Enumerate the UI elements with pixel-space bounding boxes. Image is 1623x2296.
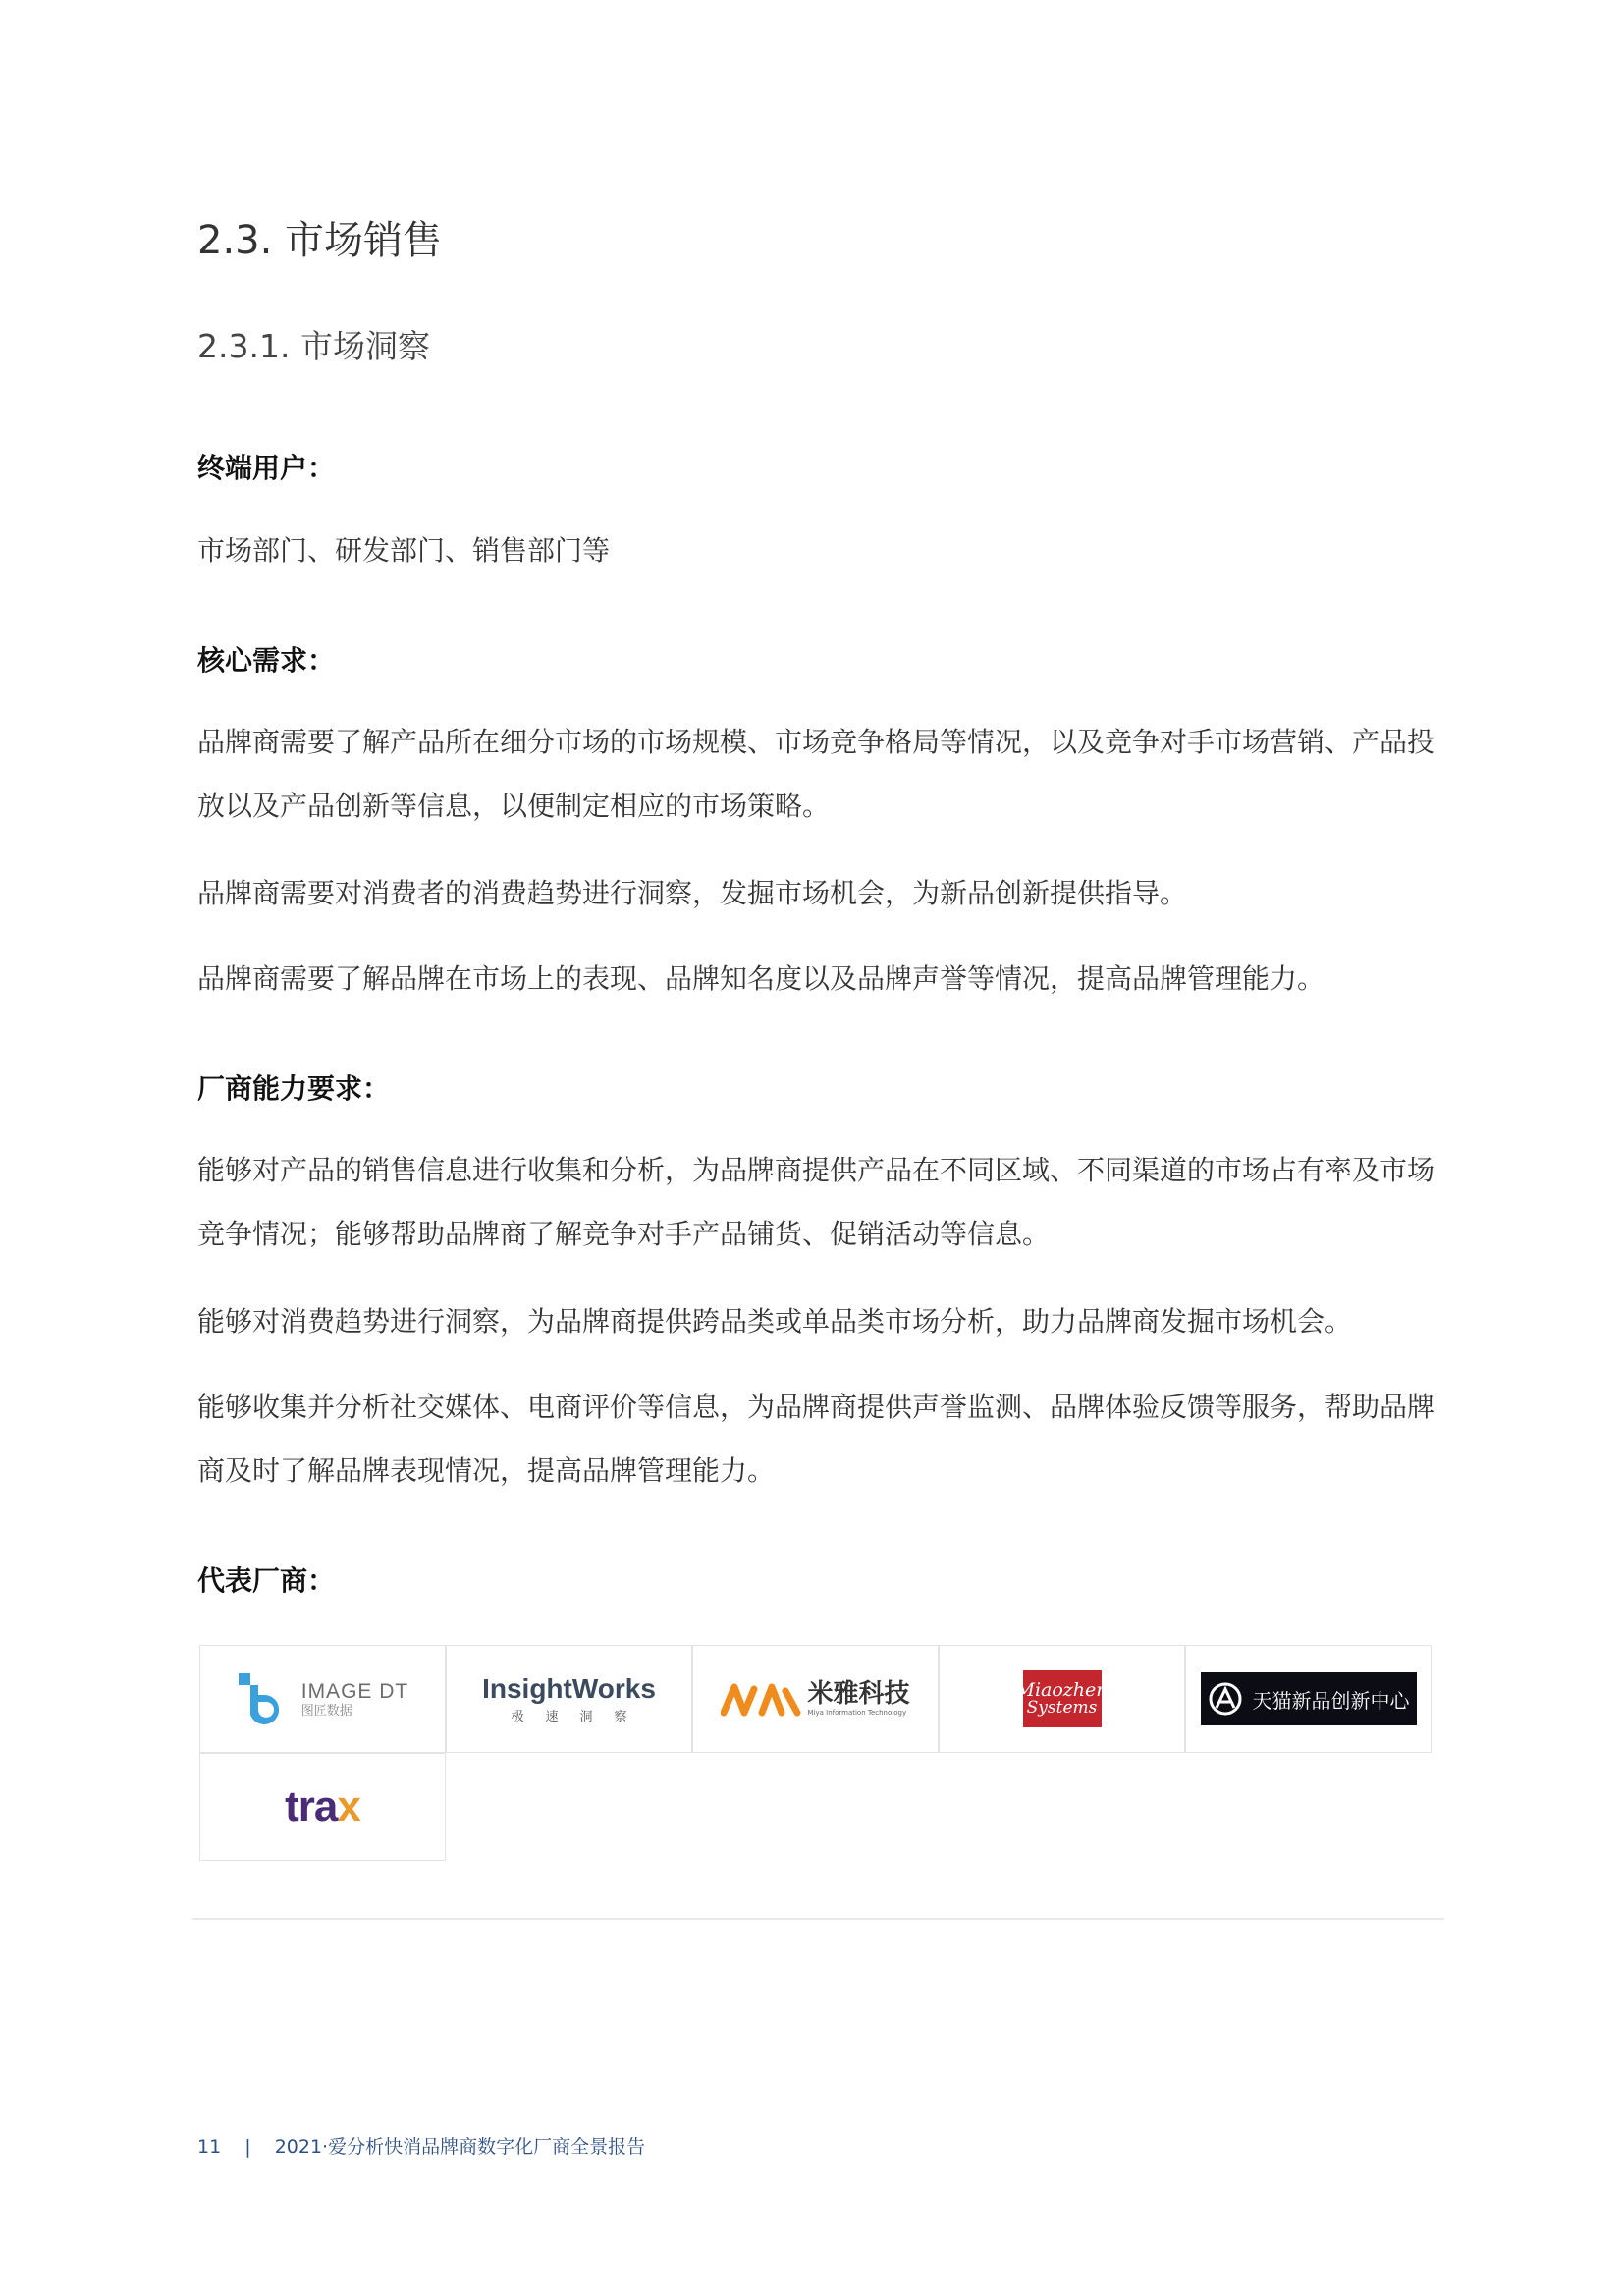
miaozhen-line-1: Miaozhen: [1015, 1679, 1109, 1701]
core-needs-label: 核心需求：: [197, 644, 336, 677]
miya-name: 米雅科技: [807, 1679, 910, 1709]
insightworks-tagline: 极速洞察: [511, 1709, 649, 1724]
core-needs-paragraph-2: 品牌商需要对消费者的消费趋势进行洞察，发掘市场机会，为新品创新提供指导。: [197, 877, 1188, 909]
representative-vendors-label: 代表厂商：: [197, 1564, 336, 1597]
vendor-capability-paragraph-2: 能够对消费趋势进行洞察，为品牌商提供跨品类或单品类市场分析，助力品牌商发掘市场机会。: [197, 1305, 1353, 1338]
miya-english-name: Miya Information Technology: [807, 1709, 907, 1717]
page-footer: [197, 2132, 645, 2159]
tmall-innovation-name: 天猫新品创新中心: [1252, 1688, 1410, 1713]
vendor-cell-trax: [199, 1753, 446, 1861]
vendor-cell-insightworks: [446, 1645, 692, 1753]
insightworks-logo: [482, 1672, 656, 1724]
section-title: 2.3. 市场销售: [197, 218, 443, 263]
miya-logo: [721, 1679, 909, 1719]
miya-mark-icon: [721, 1679, 801, 1719]
vendor-capability-label: 厂商能力要求：: [197, 1072, 391, 1105]
vendor-logo-grid: [199, 1645, 1436, 1863]
imagedt-chinese-name: 图匠数据: [300, 1703, 352, 1719]
vendor-cell-tmall: [1185, 1645, 1432, 1753]
page-number: 11: [197, 2136, 222, 2158]
miaozhen-line-2: Systems: [1026, 1698, 1098, 1718]
vendor-cell-imagedt: [199, 1645, 446, 1753]
vendor-cell-miya: [692, 1645, 939, 1753]
insightworks-name: InsightWorks: [482, 1672, 656, 1704]
report-title: 2021·爱分析快消品牌商数字化厂商全景报告: [274, 2136, 646, 2158]
vendor-capability-paragraph-3: 能够收集并分析社交媒体、电商评价等信息，为品牌商提供声誉监测、品牌体验反馈等服务，帮助品牌商及时了解品牌表现情况，提高品牌管理能力。: [197, 1391, 1435, 1487]
tmall-mark-icon: [1208, 1681, 1243, 1717]
miaozhen-logo: [1015, 1670, 1109, 1727]
core-needs-paragraph-1: 品牌商需要了解产品所在细分市场的市场规模、市场竞争格局等情况，以及竞争对手市场营销、产品投放以及产品创新等信息，以便制定相应的市场策略。: [197, 726, 1435, 822]
tmall-innovation-logo: [1201, 1672, 1417, 1725]
end-users-label: 终端用户：: [197, 452, 336, 484]
end-users-text: 市场部门、研发部门、销售部门等: [197, 534, 611, 567]
imagedt-name: IMAGE DT: [300, 1679, 409, 1703]
trax-name: tra: [285, 1782, 338, 1831]
subsection-title: 2.3.1. 市场洞察: [197, 327, 430, 365]
vendor-capability-paragraph-1: 能够对产品的销售信息进行收集和分析，为品牌商提供产品在不同区域、不同渠道的市场占有率及市场竞争情况；能够帮助品牌商了解竞争对手产品铺货、促销活动等信息。: [197, 1154, 1435, 1250]
trax-x-letter: x: [337, 1782, 360, 1831]
footer-separator: |: [244, 2136, 251, 2158]
imagedt-logo: [237, 1671, 409, 1726]
core-needs-paragraph-3: 品牌商需要了解品牌在市场上的表现、品牌知名度以及品牌声誉等情况，提高品牌管理能力。: [197, 962, 1325, 995]
vendor-cell-miaozhen: [939, 1645, 1185, 1753]
trax-logo: [285, 1782, 360, 1831]
imagedt-mark-icon: [237, 1671, 292, 1726]
section-divider: [192, 1918, 1444, 1920]
